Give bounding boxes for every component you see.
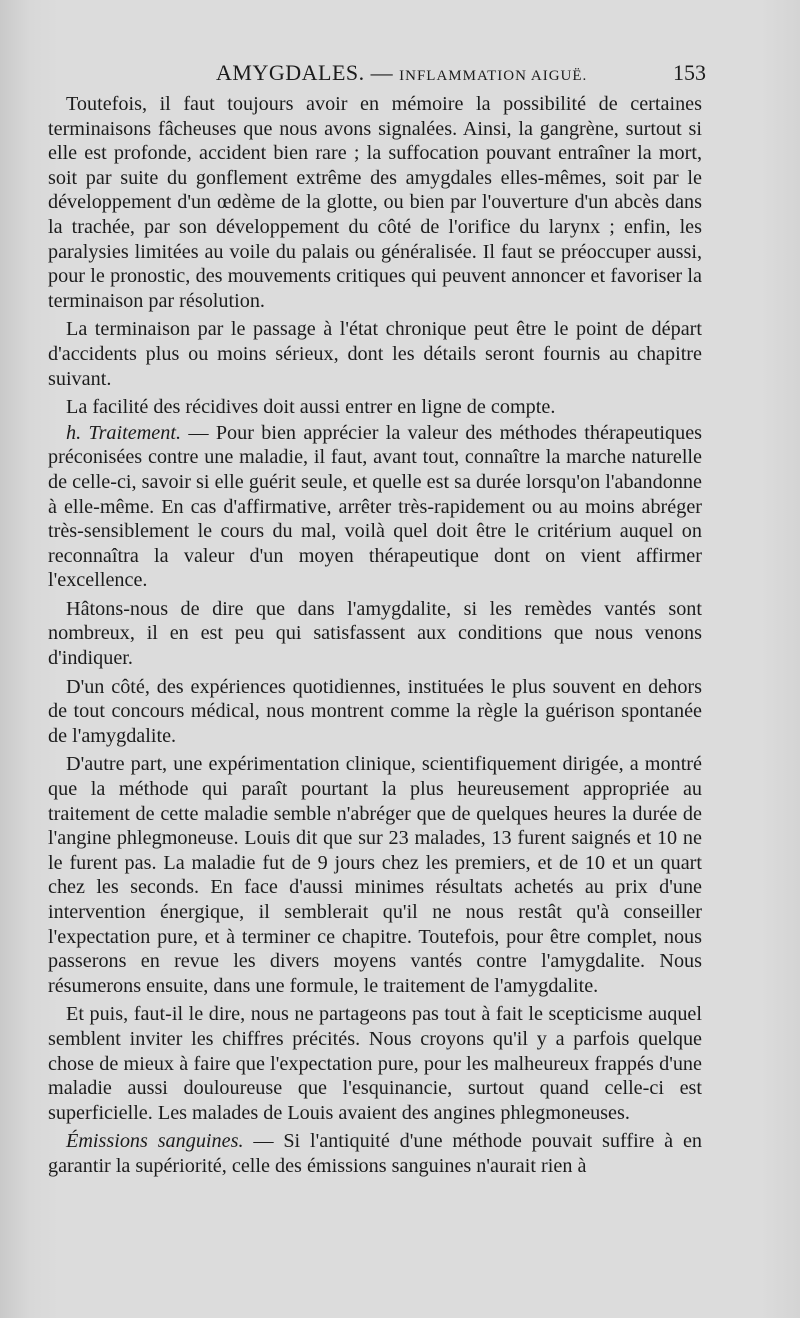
section-heading-treatment: h. Traitement. xyxy=(66,421,181,444)
running-head-sub: INFLAMMATION AIGUË. xyxy=(399,68,588,84)
paragraph-text: D'un côté, des expériences quotidiennes, instituées le plus souvent en dehors de tout concours médical, nous montrent comme la règle la guérison spontanée de l'amygdalite. xyxy=(48,675,702,747)
running-head-main: AMYGDALES. xyxy=(216,60,365,85)
running-head-dash: — xyxy=(370,60,394,85)
paragraph-blood-emissions xyxy=(48,1129,702,1178)
paragraph-scepticism xyxy=(48,1002,702,1125)
paragraph-text: La facilité des récidives doit aussi entrer en ligne de compte. xyxy=(66,396,556,419)
paragraph-chronic xyxy=(48,317,702,391)
body-text xyxy=(48,92,702,1180)
paragraph-remedies xyxy=(48,597,702,671)
paragraph-text: — Si l'antiquité d'une méthode pouvait suffire à en garantir la supériorité, celle des émissions sanguines n'aurait rien à xyxy=(48,1130,702,1177)
paragraph-prognosis xyxy=(48,92,702,313)
paragraph-text: — Pour bien apprécier la valeur des méthodes thérapeutiques préconisées contre une maladie, il faut, avant tout, connaître la marche naturelle de celle-ci, savoir si elle guérit seule, et quelle est sa durée lorsqu'on l'abandonne à elle-même. En cas d'affirmative, arrêter très-rapidement ou au moins abréger très-sensiblement le cours du mal, voilà quel doit être le critérium auquel on reconnaîtra la valeur d'un moyen thérapeutique dont on vient affirmer l'excellence. xyxy=(48,421,703,592)
paragraph-text: La terminaison par le passage à l'état chronique peut être le point de départ d'accidents plus ou moins sérieux, dont les détails seront fournis au chapitre suivant. xyxy=(48,318,702,390)
section-heading-blood-emissions: Émissions sanguines. xyxy=(66,1130,244,1153)
paragraph-text: D'autre part, une expérimentation clinique, scientifiquement dirigée, a montré que la méthode qui paraît pourtant la plus heureusement appropriée au traitement de cette maladie semble n'abréger que de quelques heures la durée de l'angine phlegmoneuse. Louis dit que sur 23 malades, 13 furent saignés et 10 ne le furent pas. La maladie fut de 9 jours chez les premiers, et de 10 et un quart chez les seconds. En face d'aussi minimes résultats achetés au prix d'une intervention énergique, il semblerait qu'il ne nous restât qu'à conseiller l'expectation pure, et à terminer ce chapitre. Toutefois, pour être complet, nous passerons en revue les divers moyens vantés contre l'amygdalite. Nous résumerons ensuite, dans une formule, le traitement de l'amygdalite. xyxy=(48,753,702,997)
paragraph-treatment xyxy=(48,421,702,593)
running-head xyxy=(216,60,587,86)
page-header xyxy=(48,58,706,90)
paragraph-text: Hâtons-nous de dire que dans l'amygdalite, si les remèdes vantés sont nombreux, il en est peu qui satisfassent aux conditions que nous venons d'indiquer. xyxy=(48,597,702,670)
paragraph-text: Et puis, faut-il le dire, nous ne partageons pas tout à fait le scepticisme auquel semblent inviter les chiffres précités. Nous croyons qu'il y a parfois quelque chose de mieux à faire que l'expectation pure, pour les malheureux frappés d'une maladie aussi douloureuse que l'esquinancie, surtout quand celle-ci est superficielle. Les malades de Louis avaient des angines phlegmoneuses. xyxy=(48,1003,702,1124)
paragraph-clinical-experiment xyxy=(48,752,702,998)
paragraph-recurrence xyxy=(48,395,702,420)
page-number: 153 xyxy=(673,60,706,85)
paragraph-text: Toutefois, il faut toujours avoir en mémoire la possibilité de certaines terminaisons fâcheuses que nous avons signalées. Ainsi, la gangrène, surtout si elle est profonde, accident bien rare ; la suffocation pouvant entraîner la mort, soit par suite du gonflement extrême des amygdales elles-mêmes, soit par le développement d'un œdème de la glotte, ou bien par l'ouverture d'un abcès dans la trachée, par son développement du côté de l'orifice du larynx ; enfin, les paralysies limitées au voile du palais ou généralisée. Il faut se préoccuper aussi, pour le pronostic, des mouvements critiques qui peuvent annoncer et favoriser la terminaison par résolution. xyxy=(48,93,702,312)
paragraph-spontaneous-cure xyxy=(48,675,702,749)
